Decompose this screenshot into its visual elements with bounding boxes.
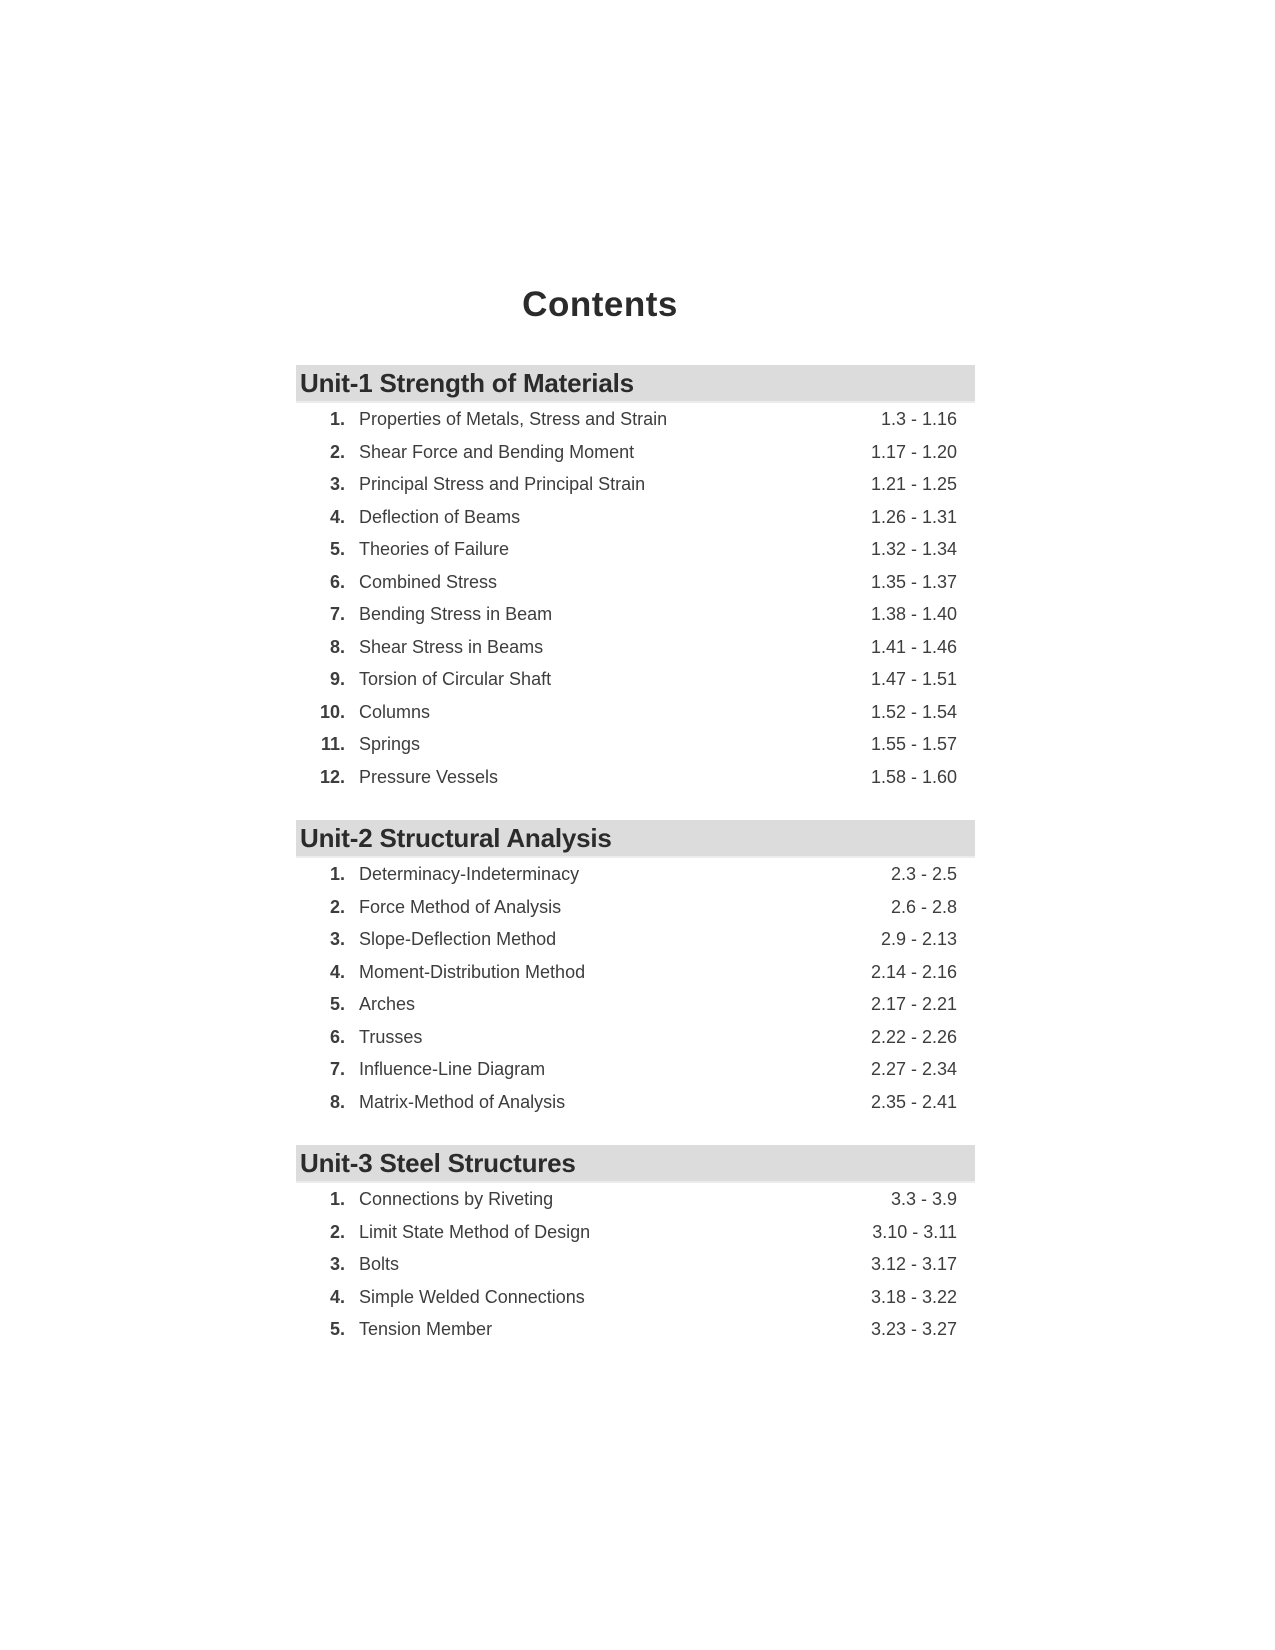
chapter-page-range: 2.35 - 2.41 [870,1091,957,1112]
toc-row [296,1086,975,1119]
chapter-title: Combined Stress [359,571,498,592]
chapter-number: 7. [329,604,345,624]
chapter-page-range: 2.9 - 2.13 [880,929,957,949]
toc-row [296,923,975,956]
chapter-number: 2. [329,896,345,917]
chapter-page-range: 2.14 - 2.16 [870,961,957,982]
chapter-page-range: 3.3 - 3.9 [890,1189,957,1209]
chapter-page-range: 1.55 - 1.57 [870,734,957,754]
chapter-page-range: 1.3 - 1.16 [880,409,957,429]
unit-items [296,1183,975,1346]
chapter-title: Tension Member [359,1319,493,1339]
chapter-title: Trusses [359,1026,423,1047]
chapter-title: Arches [359,994,416,1014]
chapter-page-range: 3.18 - 3.22 [870,1286,957,1307]
chapter-title: Determinacy-Indeterminacy [359,864,580,884]
unit-heading: Unit-1 Strength of Materials [296,365,975,403]
toc-row [296,1183,975,1216]
chapter-page-range: 1.58 - 1.60 [870,766,957,787]
chapter-title: Properties of Metals, Stress and Strain [359,409,668,429]
chapter-title: Springs [359,734,421,754]
chapter-page-range: 1.21 - 1.25 [870,474,957,494]
toc-row [296,1021,975,1054]
toc-row [296,1053,975,1086]
chapter-number: 7. [329,1059,345,1079]
chapter-title: Columns [359,701,431,722]
chapter-title: Principal Stress and Principal Strain [359,474,646,494]
chapter-number: 10. [319,701,345,722]
chapter-page-range: 3.12 - 3.17 [870,1254,957,1274]
chapter-page-range: 3.10 - 3.11 [872,1221,957,1242]
toc-row [296,468,975,501]
chapter-page-range: 2.3 - 2.5 [890,864,957,884]
unit-items [296,403,975,793]
chapter-title: Deflection of Beams [359,506,521,527]
toc-section [296,820,975,1118]
chapter-title: Moment-Distribution Method [359,961,586,982]
toc-section [296,365,975,793]
chapter-title: Pressure Vessels [359,766,499,787]
chapter-page-range: 2.17 - 2.21 [870,994,957,1014]
toc-row [296,891,975,924]
toc-row [296,1248,975,1281]
chapter-number: 6. [329,571,345,592]
toc-section [296,1145,975,1346]
chapter-number: 4. [329,506,345,527]
toc-row [296,956,975,989]
chapter-title: Force Method of Analysis [359,896,562,917]
chapter-page-range: 2.6 - 2.8 [890,896,957,917]
chapter-number: 11. [320,734,345,754]
unit-heading: Unit-2 Structural Analysis [296,820,975,858]
chapter-page-range: 1.47 - 1.51 [870,669,957,689]
chapter-number: 1. [329,1189,345,1209]
chapter-title: Theories of Failure [359,539,510,559]
chapter-title: Connections by Riveting [359,1189,554,1209]
chapter-number: 4. [329,961,345,982]
chapter-number: 5. [329,994,345,1014]
chapter-title: Bending Stress in Beam [359,604,553,624]
chapter-title: Slope-Deflection Method [359,929,557,949]
toc-row [296,1216,975,1249]
chapter-number: 1. [329,409,345,429]
toc-row [296,403,975,436]
chapter-number: 3. [329,929,345,949]
chapter-number: 8. [329,1091,345,1112]
chapter-page-range: 1.41 - 1.46 [870,636,957,657]
chapter-number: 8. [329,636,345,657]
chapter-number: 5. [329,1319,345,1339]
toc-row [296,501,975,534]
chapter-title: Shear Stress in Beams [359,636,544,657]
chapter-number: 12. [319,766,345,787]
toc-row [296,436,975,469]
chapter-number: 6. [329,1026,345,1047]
toc-row [296,988,975,1021]
table-of-contents [296,365,975,1346]
chapter-title: Influence-Line Diagram [359,1059,546,1079]
chapter-page-range: 2.22 - 2.26 [870,1026,957,1047]
toc-row [296,1281,975,1314]
toc-row [296,566,975,599]
toc-row [296,533,975,566]
chapter-page-range: 1.26 - 1.31 [870,506,957,527]
toc-row [296,761,975,794]
chapter-number: 5. [329,539,345,559]
toc-row [296,1313,975,1346]
chapter-page-range: 1.32 - 1.34 [870,539,957,559]
chapter-page-range: 1.38 - 1.40 [870,604,957,624]
chapter-title: Limit State Method of Design [359,1221,591,1242]
toc-row [296,631,975,664]
chapter-page-range: 1.35 - 1.37 [870,571,957,592]
toc-row [296,696,975,729]
toc-row [296,858,975,891]
unit-heading: Unit-3 Steel Structures [296,1145,975,1183]
chapter-page-range: 1.17 - 1.20 [870,441,957,462]
page-title: Contents [522,285,678,324]
chapter-page-range: 2.27 - 2.34 [870,1059,957,1079]
chapter-number: 1. [329,864,345,884]
chapter-number: 3. [329,474,345,494]
toc-row [296,663,975,696]
chapter-title: Bolts [359,1254,400,1274]
chapter-number: 2. [329,1221,345,1242]
chapter-page-range: 1.52 - 1.54 [870,701,957,722]
chapter-number: 4. [329,1286,345,1307]
toc-row [296,728,975,761]
unit-items [296,858,975,1118]
chapter-title: Shear Force and Bending Moment [359,441,635,462]
chapter-page-range: 3.23 - 3.27 [870,1319,957,1339]
chapter-title: Matrix-Method of Analysis [359,1091,566,1112]
chapter-title: Torsion of Circular Shaft [359,669,552,689]
chapter-number: 3. [329,1254,345,1274]
chapter-number: 9. [329,669,345,689]
chapter-number: 2. [329,441,345,462]
toc-row [296,598,975,631]
chapter-title: Simple Welded Connections [359,1286,585,1307]
